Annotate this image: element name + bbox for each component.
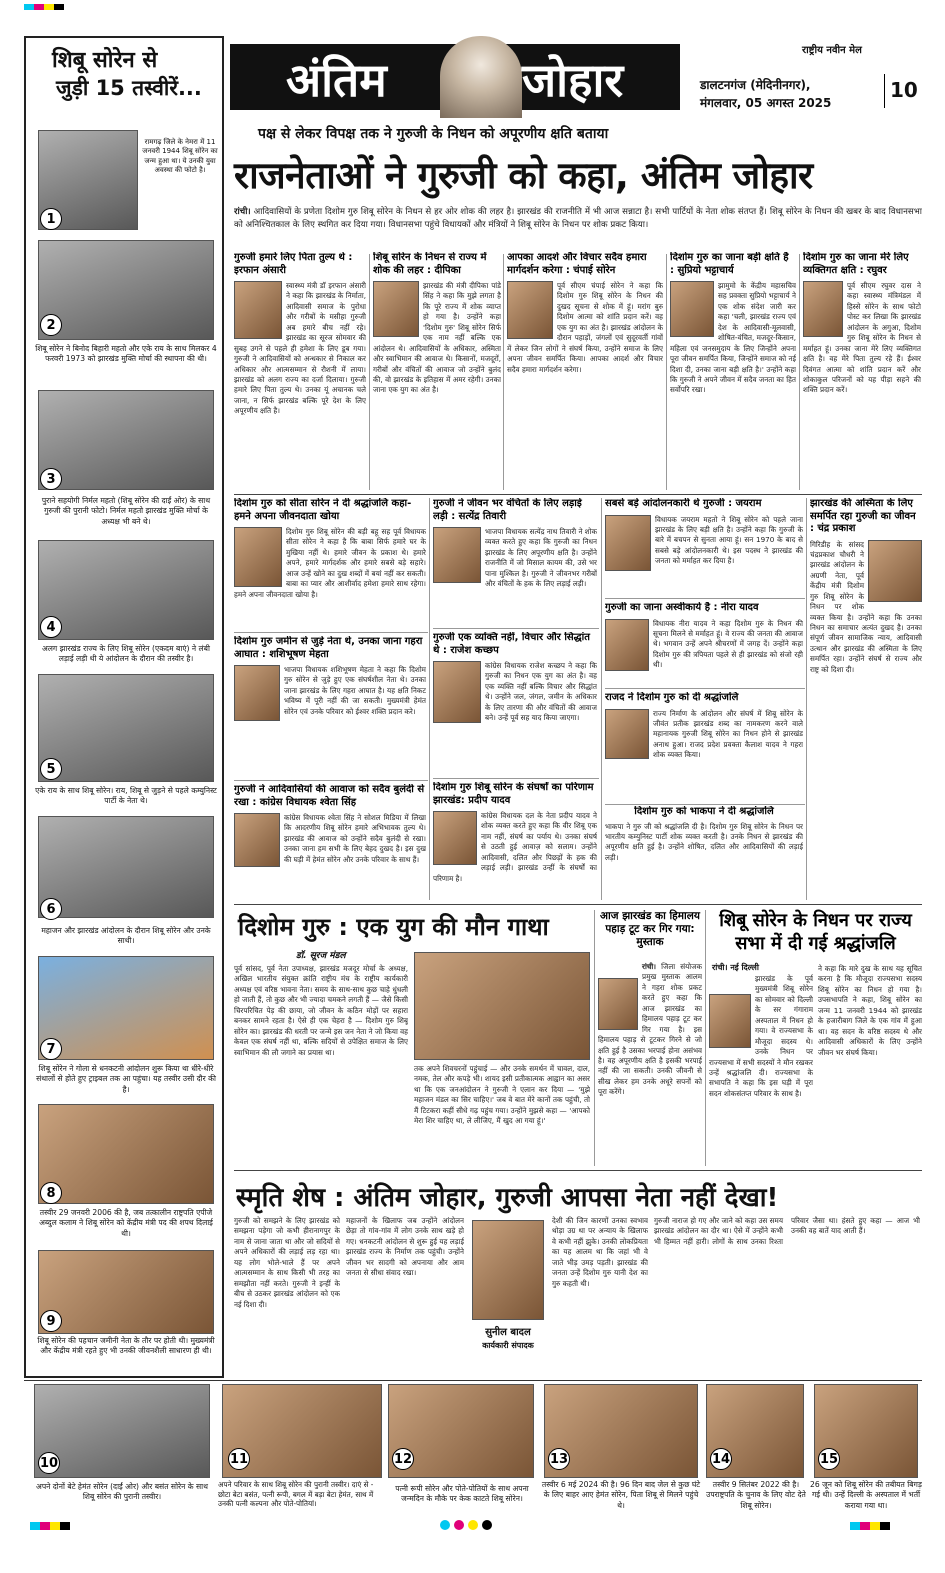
sidebar-photo-8 <box>38 1104 214 1204</box>
story-body: भाजपा विधायक सत्येंद्र नाथ तिवारी ने शोक व्यक्त करते हुए कहा कि गुरुजी का निधन झारखंड के लिए अपूरणीय क्षति है। उन्होंने राजनीति में जो मिसाल कायम की, उसे भर पाना मुश्किल है। गुरुजी ने जीवनभर गरीबों और वंचितों के हक के लिए लड़ाई लड़ी। <box>485 527 597 589</box>
sidebar-photo-7 <box>38 956 214 1060</box>
smriti-body-2: महाजनों के खिलाफ जब उन्होंने आंदोलन छेड़ा तो गांव-गांव में लोग उनके साथ खड़े हो गए। धनकटनी आंदोलन से शुरू हुई यह लड़ाई झारखंड राज्य के निर्माण तक पहुंची। उन्होंने जीवन भर सादगी को अपनाया और आम जनता से सीधा संवाद रखा। <box>346 1216 464 1278</box>
story-body: कांग्रेस विधायक श्वेता सिंह ने सोशल मिडिया में लिखा कि आदरणीय शिबू सोरेन हमारे अभिभावक तुल्य थे। झारखंड की आवाज को उन्होंने सदैव बुलंदी से रखा। उनका जाना हम सभी के लिए बेहद दुखद है। इस दुख की घड़ी में हेमंत सोरेन और उनके परिवार के साथ हैं। <box>284 813 426 864</box>
sidebar-title-1: शिबू सोरेन से <box>52 48 158 73</box>
bottom-caption-13: तस्वीर 6 मई 2024 की है। 96 दिन बाद जेल से कुछ घंटे के लिए बाहर आए हेमंत सोरेन, पिता शिबू से मिलने पहुंचे थे। <box>541 1480 701 1510</box>
story-body: भाजपा विधायक शशिभूषण मेहता ने कहा कि दिशोम गुरु सोरेन से जुड़े हुए एक संघर्षशील नेता थे। उनका जाना झारखंड के लिए गहरा आघात है। यह क्षति निकट भविष्य में पूरी नहीं की जा सकती। मुख्यमंत्री हेमंत सोरेन एवं उनके परिवार को ईश्वर शक्ति प्रदान करे। <box>284 665 426 716</box>
story-headline: गुरुजी ने आदिवासियों की आवाज को सदैव बुलंदी से रखा : कांग्रेस विधायक श्वेता सिंह <box>234 784 425 808</box>
masthead <box>230 36 920 118</box>
leader-photo <box>234 665 280 721</box>
leader-photo <box>709 994 751 1048</box>
bottom-caption-12: पत्नी रूपी सोरेन और पोते-पोतियों के साथ अपना जन्मदिन के मौके पर केक काटते शिबू सोरेन। <box>395 1484 529 1504</box>
photo-number: 8 <box>40 1182 62 1204</box>
smriti-body-4: गुरुजी नाराज हो गए और जाने को कहा उस समय झारखंड आंदोलन का दौर था। ऐसे में उन्होंने कभी भी हिम्मत नहीं हारी। लोगों के साथ उनका रिश्ता परिवार जैसा था। हंसते हुए कहा — आज भी उनकी वह बातें याद आती हैं। <box>654 1216 920 1246</box>
story-headline: गुरुजी ने जीवन भर वंचितों के लिए लड़ाई लड़ी : सत्येंद्र तिवारी <box>433 498 582 522</box>
bottom-photo-10 <box>34 1384 210 1478</box>
yug-body: पूर्व सांसद, पूर्व नेता उपाध्यक्ष, झारखंड मजदूर मोर्चा के अध्यक्ष, अखिल भारतीय संयुक्त क्रांति राष्ट्रीय मंच के राष्ट्रीय कार्यकारी अध्यक्ष एवं वरिष्ठ भावना नेता। समय के साथ-साथ कुछ चाहे धुंधली हो जाती हैं, तो कुछ और भी ज्यादा चमकने लगती हैं — जैसे किसी चिरपरिचित पेड़ की छाया, जो जीवन के कठिन मोड़ों पर सहारा बनकर सामने रहता है। ऐसे ही एक चेहरा है — दिशोम गुरु शिबू सोरेन का। झारखंड की धरती पर जन्मे इस जन नेता ने जो किया वह केवल एक संघर्ष नहीं था, बल्कि सदियों से उपेक्षित समाज के लिए स्वाभिमान की लौ जगाने का प्रयास था। <box>234 964 408 1057</box>
sidebar-photo-2 <box>38 240 214 340</box>
row1-col1 <box>234 252 366 490</box>
sidebar-caption-4: अलग झारखंड राज्य के लिए शिबू सोरेन (एकदम बाएं) ने लंबी लड़ाई लड़ी थी ये आंदोलन के दौरान की तस्वीर है। <box>41 644 210 664</box>
date: मंगलवार, 05 अगस्त 2025 <box>700 96 832 110</box>
bottom-caption-15: 26 जून को शिबू सोरेन की तबीयत बिगड़ गई थी। उन्हें दिल्ली के अस्पताल में भर्ती कराया गया था। <box>810 1480 922 1510</box>
photo-number: 15 <box>818 1448 840 1470</box>
sidebar-caption-6: महाजन और झारखंड आंदोलन के दौरान शिबू सोरेन और उनके साथी। <box>41 926 211 946</box>
sidebar-photo-9 <box>38 1250 214 1334</box>
row2-col3-story4 <box>605 806 803 900</box>
leader-photo <box>234 281 282 339</box>
story-headline: राजद ने दिशोम गुरु को दी श्रद्धांजलि <box>605 692 739 703</box>
story-headline: सबसे बड़े आंदोलनकारी थे गुरुजी : जयराम <box>605 498 762 509</box>
row1-col4 <box>670 252 796 490</box>
story-headline: दिशोम गुरु शिबू सोरेन के संघर्षों का परिणाम झारखंड: प्रदीप यादव <box>433 782 594 806</box>
sidebar-photo-3 <box>38 390 214 490</box>
story-headline: दिशोम गुरु जमीन से जुड़े नेता थे, उनका जाना गहरा आघात : शशिभूषण मेहता <box>234 636 423 660</box>
rajya-body-2: ने कहा कि मारे दुख के साथ यह सूचित करना है कि मौजूदा राज्यसभा सदस्य शिबू सोरेन का निधन हो गया है। उपसभापति ने कहा, शिबू सोरेन का जन्म 11 जनवरी 1944 को झारखंड के हजारीबाग जिले के एक गांव में हुआ था। वह सदन के वरिष्ठ सदस्य थे और आदिवासी अधिकारों के लिए उन्होंने जीवन भर संघर्ष किया। <box>818 964 922 1057</box>
leader-photo <box>234 813 280 867</box>
mustak-headline: आज झारखंड का हिमालय पहाड़ टूट कर गिर गया: मुस्ताक <box>600 910 700 949</box>
photo-number: 9 <box>40 1310 62 1332</box>
leader-photo <box>433 811 477 865</box>
rajya-body: झारखंड के पूर्व मुख्यमंत्री शिबू सोरेन का सोमवार को दिल्ली के सर गंगाराम अस्पताल में निधन हो गया। वे राज्यसभा के मौजूदा सदस्य थे। उनके निधन पर राज्यसभा में सभी सदस्यों ने मौन रखकर उन्हें श्रद्धांजलि दी। राज्यसभा के सभापति ने कहा कि इस घड़ी में पूरा सदन शोकसंतप्त परिवार के साथ है। <box>709 974 813 1098</box>
sidebar-caption-8: तस्वीर 29 जनवरी 2006 की है, जब तत्कालीन राष्ट्रपति एपीजे अब्दुल कलाम ने शिबू सोरेन को केंद्रीय मंत्री पद की शपथ दिलाई थी। <box>39 1208 213 1238</box>
leader-photo <box>670 281 714 337</box>
story-body: राज्य निर्माण के आंदोलन और संघर्ष में शिबू सोरेन के जीवंत प्रतीक झारखंड शब्द का नामकरण करने वाले महानायक गुरुजी शिबू सोरेन का निधन होने से झारखंड अनाथ हुआ। राजद प्रदेश प्रवक्ता कैलाश यादव ने गहरा शोक व्यक्त किया। <box>653 708 803 760</box>
leader-photo <box>868 540 922 602</box>
row1-col3 <box>507 252 663 490</box>
row2-col1-story2 <box>234 636 426 778</box>
row2-col1-story3 <box>234 784 426 900</box>
bottom-caption-11: अपने परिवार के साथ शिबू सोरेन की पुरानी तस्वीर। दाएं से - छोटा बेटा बसंत, पत्नी रूपी, बगल में बड़ा बेटा हेमंत, साथ में उनकी पत्नी कल्पना और पोते-पोतियां। <box>218 1480 374 1509</box>
leader-photo <box>234 527 282 587</box>
story-body: कांग्रेस विधायक राजेश कच्छप ने कहा कि गुरुजी का निधन एक युग का अंत है। वह एक व्यक्ति नहीं बल्कि विचार और सिद्धांत थे। उन्होंने जल, जंगल, जमीन के अधिकार के लिए तारणा की और वंचितों की आवाज बने। उन्हें पूर्व सह याद किया जाएगा। <box>485 661 597 723</box>
leader-photo <box>507 281 553 339</box>
story-headline: दिशोम गुरु का जाना मेरे लिए व्यक्तिगत क्षति : रघुवर <box>803 252 909 276</box>
yug-body-2: तक अपने शिवचरनों पहुंचाई — और उनके समर्थन में चावल, दाल, नमक, तेल और कपड़े भी। शायद इसी प्रतीकात्मक आह्वान का असर था कि एक जनआंदोलन ने गुरुजी ने एलान कर दिया — 'मुझे महाजन मंडल का सिर चाहिए।' जब वे बात मेरे कानों तक पहुंची, तो मैं टिटकरा कहीं सीधे गढ़ पहुंच गया। उन्होंने मुझसे कहा — 'आपको मेरा शिर चाहिए था, ले लीजिए, मैं खुद आ गया हूं।' <box>414 1064 590 1126</box>
author-name: सुनील बादल <box>485 1327 531 1338</box>
row2-col2-story3 <box>433 782 597 900</box>
photo-number: 7 <box>40 1038 62 1060</box>
mustak-body: रांची। जिला संयोजक प्रमुख मुस्ताक आलम ने गहरा शोक प्रकट करते हुए कहा कि आज झारखंड का हिमालय पहाड़ टूट कर गिर गया है। इस हिमालय पहाड़ से टूटकर गिरने से जो क्षति हुई है उसका भरपाई होना असंभव है। वह अपूरणीय क्षति है इसकी भरपाई नहीं की जा सकती। उनकी जीवनी से सीख लेकर हम उनके अधूरे सपनों को पूरा करेंगे। <box>598 962 702 1097</box>
yug-photo <box>414 952 590 1060</box>
bottom-caption-14: तस्वीर 9 सितंबर 2022 की है। उपराष्ट्रपति के चुनाव के लिए वोट देते शिबू सोरेन। <box>706 1480 806 1510</box>
story-headline: दिशोम गुरु को सीता सोरेन ने दी श्रद्धांजलि कहा- हमने अपना जीवनदाता खोया <box>234 498 412 522</box>
sidebar-caption-5: एके राय के साथ शिबू सोरेन। राय, शिबू से जुड़ने से पहले कम्युनिस्ट पार्टी के नेता थे। <box>35 786 217 806</box>
registration-dots <box>440 1520 492 1530</box>
story-body: भाकपा ने गुरु जी को श्रद्धांजलि दी है। दिशोम गुरु शिबू सोरेन के निधन पर भारतीय कम्युनिस्ट पार्टी शोक व्यक्त करती है। उनके निधन से झारखंड की अपूरणीय क्षति हुई है। उन्होंने शोषित, दलित और आदिवासियों की लड़ाई लड़ी। <box>605 821 803 862</box>
photo-number: 5 <box>40 758 62 780</box>
story-body: झामुमो के केंद्रीय महासचिव सह प्रवक्ता सुप्रियो भट्टाचार्य ने एक शोक संदेश जारी कर कहा 'चली, झारखंड राज्य एवं देश के आदिवासी-मूलवासी, शोषित-वंचित, मजदूर-किसान, महिला एवं जनसमुदाय के लिए जिन्होंने अपना पूरा जीवन समर्पित किया, जिन्होंने समाज को नई दिशा दी, उनका जाना बड़ी क्षति है।' उन्होंने कहा कि गुरुजी ने अपने जीवन में सदैव जनता का हित सर्वोपरि रखा। <box>670 281 796 395</box>
color-registration-bar-top <box>24 4 64 10</box>
color-registration-bar-bottom <box>30 1522 70 1530</box>
story-body: विधायक नीरा यादव ने कहा दिशोम गुरु के निधन की सूचना मिलने से मर्माहत हूं। वे राज्य की जनता की आवाज थे। भगवान उन्हें अपने श्रीचरणों में जगह दें। उन्होंने कहा दिशोम गुरु की त्रपियता पहले से ही झारखंड को संजो रही थी। <box>653 618 803 670</box>
author-role: कार्यकारी संपादक <box>482 1341 534 1350</box>
photo-number: 12 <box>392 1448 414 1470</box>
row2-col3-story2 <box>605 602 803 686</box>
story-headline: दिशोम गुरु का जाना बड़ी क्षति है : सुप्रियो भट्टाचार्य <box>670 252 789 276</box>
photo-number: 1 <box>40 208 62 230</box>
sidebar-caption-2: शिबू सोरेन ने बिनोद बिहारी महतो और एके राय के साथ मिलकर 4 फरवरी 1973 को झारखंड मुक्ति मोर्चा की स्थापना की थी। <box>35 344 217 364</box>
lead-headline: राजनेताओं ने गुरुजी को कहा, अंतिम जोहार <box>234 154 813 197</box>
masthead-title-left: अंतिम <box>286 53 387 107</box>
leader-photo <box>605 709 649 759</box>
color-registration-bar-bottom-right <box>850 1522 890 1530</box>
photo-number: 14 <box>710 1448 732 1470</box>
sidebar-caption-7: शिबू सोरेन ने गोला से धनकटनी आंदोलन शुरू किया था धीरे-धीरे संथालों से होते हुए ट्राइबल तक आ पहुंचा। यह तस्वीर उसी दौर की है। <box>36 1064 216 1094</box>
sidebar-photo-1-text: रामगढ़ जिले के नेमरा में 11 जनवरी 1944 शिबू सोरेन का जन्म हुआ था। ये उनकी युवा अवस्था की फोटो है। <box>142 138 218 175</box>
paper-name: राष्ट्रीय नवीन मेल <box>802 45 862 56</box>
rajya-dateline: रांची। नई दिल्ली <box>712 963 759 972</box>
photo-number: 11 <box>228 1448 250 1470</box>
story-body: झारखंड की मंत्री दीपिका पांडे सिंह ने कहा कि मुझे लगता है कि पूरे राज्य में शोक व्याप्त हो गया है। उन्होंने कहा 'दिशोम गुरु' शिबू सोरेन सिर्फ एक नाम नहीं बल्कि एक आंदोलन थे। आदिवासियों के अधिकार, अस्मिता और स्वाभिमान की आवाज थे। किसानों, मजदूरों, गरीबों और वंचितों की आवाज जो उन्होंने बुलंद की, वो झारखंड के इतिहास में अमर रहेगी। उनका जाना एक युग का अंत है। <box>373 281 501 395</box>
sidebar-photo-5 <box>38 674 214 782</box>
row1-col2 <box>373 252 501 490</box>
kicker: पक्ष से लेकर विपक्ष तक ने गुरुजी के निधन को अपूरणीय क्षति बताया <box>258 126 609 142</box>
leader-photo <box>433 661 481 723</box>
story-body: पूर्व सीएम रघुवर दास ने कहा स्वास्थ्य मंत्रिमंडल में हिस्से सोरेन के साथ फोटो पोस्ट कर लिखा कि झारखंड आंदोलन के अगुआ, दिशोम गुरु शिबू सोरेन के निधन से मर्माहत हूं। उनका जाना मेरे लिए व्यक्तिगत क्षति है। वह मेरे पिता तुल्य रहे हैं। ईश्वर दिवंगत आत्मा को शांति प्रदान करें और शोकाकुल परिजनों को यह पीड़ा सहने की शक्ति प्रदान करें। <box>803 281 921 395</box>
photo-number: 2 <box>40 314 62 336</box>
story-headline: आपका आदर्श और विचार सदैव हमारा मार्गदर्शन करेगा : चंपाई सोरेन <box>507 252 647 276</box>
story-body: पूर्व सीएम चंपाई सोरेन ने कहा कि दिशोम गुरु शिबू सोरेन के निधन की दुखद सूचना से शोक में हूं। मरांग बुरु दिशोम आत्मा को शांति प्रदान करें। वह एक युग का अंत है। झारखंड आंदोलन के दौरान पहाड़ों, जंगलों एवं सुदूरवर्ती गांवों में लेकर जिन लोगों ने संघर्ष किया, उन्होंने समाज के लिए अपना जीवन समर्पित किया। आपका आदर्श और विचार सदैव हमारा मार्गदर्शन करेगा। <box>507 281 663 374</box>
story-body: कांग्रेस विधायक दल के नेता प्रदीप यादव ने शोक व्यक्त करते हुए कहा कि वीर शिबू एक नाम नहीं, संघर्ष का पर्याय थे। उनका संघर्ष से उठती हुई आवाज़ को सलाम। उन्होंने आदिवासी, दलित और पिछड़ों के हक की लड़ाई लड़ी। झारखंड उन्हीं के संघर्षों का परिणाम है। <box>433 811 597 883</box>
page-number: 10 <box>890 78 918 102</box>
bottom-caption-10: अपने दोनों बेटे हेमंत सोरेन (दाईं ओर) और बसंत सोरेन के साथ शिबू सोरेन की पुरानी तस्वीर। <box>36 1482 208 1502</box>
leader-photo <box>605 619 649 671</box>
story-headline: गुरुजी एक व्यक्ति नहीं, विचार और सिद्धांत थे : राजेश कच्छप <box>433 632 590 656</box>
row2-col4-story1 <box>810 498 922 900</box>
sidebar-photo-4 <box>38 540 214 640</box>
row1-col5 <box>803 252 921 490</box>
author-photo <box>472 1220 544 1320</box>
photo-number: 6 <box>40 898 62 920</box>
story-headline: झारखंड की अस्मिता के लिए समर्पित रहा गुरुजी का जीवन : चंद्र प्रकाश <box>810 498 916 534</box>
story-body: स्वास्थ्य मंत्री डॉ इरफान अंसारी ने कहा कि झारखंड के निर्माता, आदिवासी समाज के पुरोधा और गरीबों के मसीहा गुरुजी अब हमारे बीच नहीं रहे। झारखंड का सूरज सोमवार की सुबह उगने से पहले ही हमेशा के लिए डूब गया। गुरुजी ने आदिवासियों को अन्धकार से निकाल कर अधिकार और आत्मसम्मान से रौशनी में लाया। झारखंड को अलग राज्य का दर्जा दिलाया। गुरुजी हमारे लिए पिता तुल्य थे। उनका यूं अचानक चले जाना, न सिर्फ झारखंड बल्कि पूरे देश के लिए अपूरणीय क्षति है। <box>234 281 366 416</box>
sidebar-caption-9: शिबू सोरेन की पहचान जमीनी नेता के तौर पर होती थी। मुख्यमंत्री और केंद्रीय मंत्री रहते हुए भी उनकी जीवनशैली साधारण ही थी। <box>37 1336 215 1356</box>
row2-col2-story2 <box>433 632 597 776</box>
row2-col1-story1 <box>234 498 426 630</box>
leader-photo <box>598 978 638 1030</box>
photo-number: 4 <box>40 616 62 638</box>
place: डालटनगंज (मेदिनीनगर), <box>700 78 811 92</box>
sidebar <box>24 36 224 1378</box>
photo-number: 3 <box>40 468 62 490</box>
row2-col3-story1 <box>605 498 803 596</box>
story-headline: गुरुजी का जाना अस्वीकार्य है : नीरा यादव <box>605 602 759 613</box>
photo-number: 13 <box>548 1448 570 1470</box>
photo-number: 10 <box>38 1452 60 1474</box>
masthead-portrait <box>440 36 522 118</box>
story-headline: गुरुजी हमारे लिए पिता तुल्य थे : इरफान अंसारी <box>234 252 353 276</box>
story-body: गिरिडीह के सांसद चंद्रप्रकाश चौधरी ने झारखंड आंदोलन के अग्रणी नेता, पूर्व केंद्रीय मंत्री दिशोम गुरु शिबू सोरेन के निधन पर शोक व्यक्त किया है। उन्होंने कहा कि उनका निधन का समाचार अत्यंत दुखद है। उनका संपूर्ण जीवन सामाजिक न्याय, आदिवासी उत्थान और झारखंड की अस्मिता के लिए समर्पित रहा। उन्होंने संघर्ष से राज्य और राष्ट्र को दिशा दी। <box>810 539 922 674</box>
story-headline: शिबू सोरेन के निधन से राज्य में शोक की लहर : दीपिका <box>373 252 487 276</box>
leader-photo <box>373 281 419 337</box>
story-body: दिशोम गुरु शिबू सोरेन की बड़ी बहू सह पूर्व विधायक सीता सोरेन ने कहा है कि बाबा सिर्फ हमारे घर के मुखिया नहीं थे। हमारे जीवन के प्रकाश थे। हमारे अपने, हमारे मार्गदर्शक और हमारे सबसे बड़े सहारे। आज उन्हें खोने का दुख शब्दों में बयां नहीं कर सकती। बाबा का प्यार और आशीर्वाद हमेशा हमारे साथ रहेगा। हमने अपना जीवनदाता खोया है। <box>234 527 426 599</box>
row2-col3-story3 <box>605 692 803 802</box>
row2-col2-story1 <box>433 498 597 626</box>
sidebar-caption-3: पुराने सहयोगी निर्मल महतो (शिबू सोरेन की दाईं ओर) के साथ गुरुजी की पुरानी फोटो। निर्मल महतो झारखंड मुक्ति मोर्चा के अध्यक्ष भी बने थे। <box>41 496 211 526</box>
sidebar-title-2: जुड़ी 15 तस्वीरें... <box>56 76 202 100</box>
leader-photo <box>433 527 481 583</box>
smriti-body-1: गुरुजी को समझने के लिए झारखंड को समझना पड़ेगा जो कभी हीरानागपुर के नाम से जाना जाता था और जो सदियों से अपने अधिकारों की लड़ाई लड़ रहा था। यह लोग भोले-भाले हैं पर अपने आत्मसम्मान के साथ किसी भी तरह का समझौता नहीं करते। गुरुजी ने इन्हीं के बीच से उठकर झारखंड आंदोलन को एक नई दिशा दी। <box>234 1216 340 1309</box>
masthead-title-right: जोहार <box>522 53 624 107</box>
leader-photo <box>605 515 651 571</box>
lead-intro: रांची। आदिवासियों के प्रणेता दिशोम गुरु शिबू सोरेन के निधन से हर ओर शोक की लहर है। झारखंड की राजनीति में भी आज सन्नाटा है। सभी पार्टियों के नेता शोक संतप्त हैं। शिबू सोरेन के निधन की खबर के बाद विधानसभा को अनिश्चितकाल के लिए स्थगित कर दिया गया। विधानसभा पहुंचे विधायकों और मंत्रियों ने शिबू सोरेन के निधन पर शोक प्रकट किया। <box>234 207 922 230</box>
sidebar-photo-6 <box>38 816 214 918</box>
smriti-body-3: देशी की जिन कारणों उनका स्वभाव थोड़ा उग्र था पर अन्याय के खिलाफ वे कभी नहीं झुके। उनकी लोकप्रियता का यह आलम था कि जहां भी वे जाते भीड़ उमड़ पड़ती। झारखंड की जनता उन्हें दिशोम गुरु यानी देश का गुरु कहती थी। <box>552 1216 648 1288</box>
story-headline: दिशोम गुरु को भाकपा ने दी श्रद्धांजलि <box>634 806 774 817</box>
yug-byline: डॉ. सूरज मंडल <box>296 951 346 961</box>
leader-photo <box>803 281 843 337</box>
story-body: विधायक जयराम महतो ने शिबू सोरेन को पहले जाना झारखंड के लिए बड़ी क्षति है। उन्होंने कहा कि गुरुजी के बारे में बचपन से सुनता आया हूं। सन 1970 के बाद से सबसे बड़े आंदोलनकारी थे। इस पदस्थ ने झारखंड की जनता को मर्माहत कर दिया है। <box>655 514 803 566</box>
yug-headline: दिशोम गुरु : एक युग की मौन गाथा <box>238 913 549 941</box>
smriti-headline: स्मृति शेष : अंतिम जोहार, गुरुजी आपसा नेता नहीं देखा! <box>236 1183 779 1213</box>
rajya-headline: शिबू सोरेन के निधन पर राज्य सभा में दी गई श्रद्धांजलि <box>719 910 912 954</box>
